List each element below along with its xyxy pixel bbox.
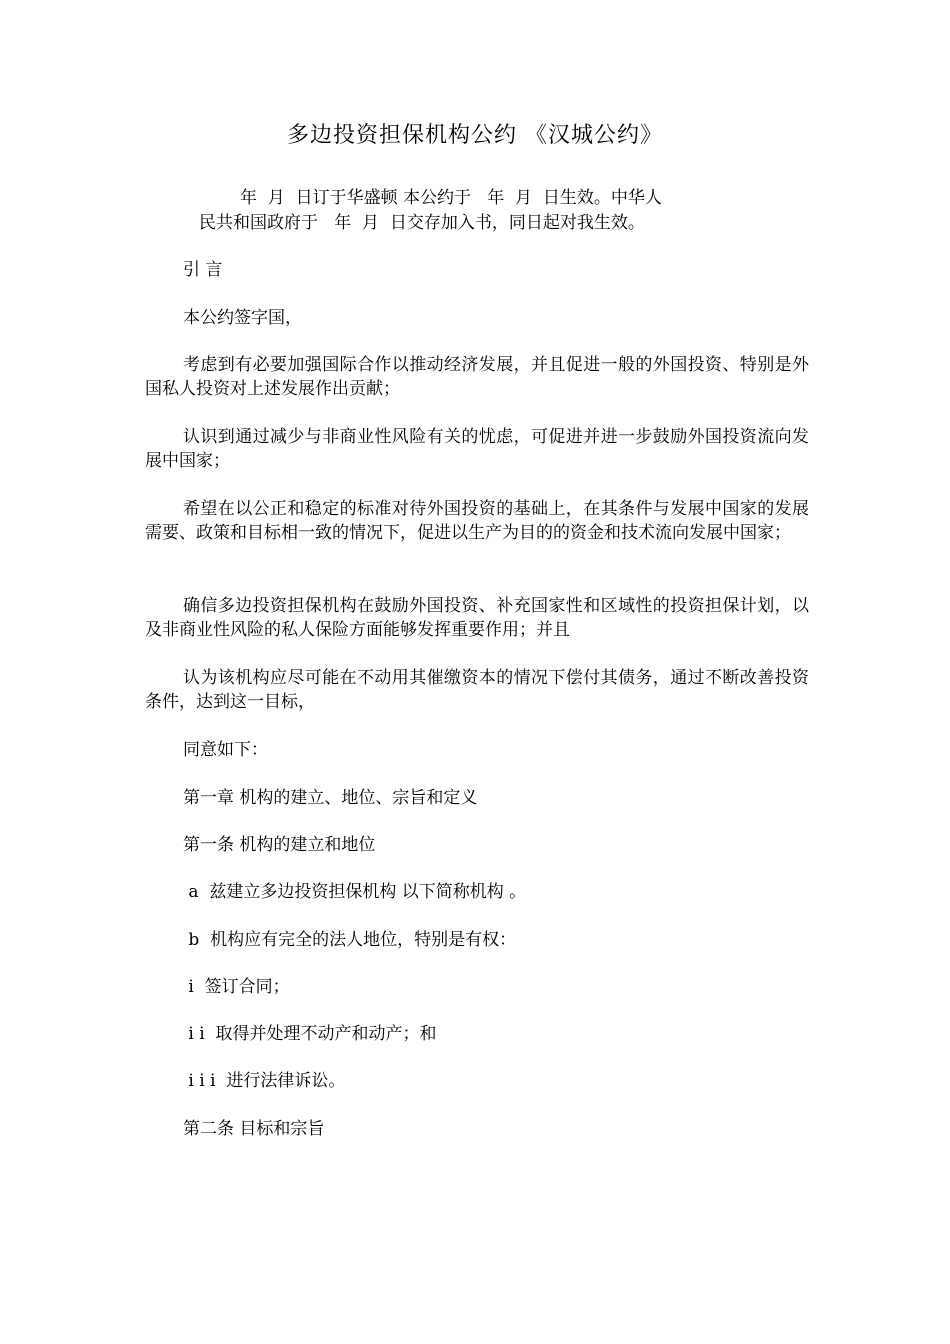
article-1-heading: 第一条 机构的建立和地位 (183, 835, 376, 855)
clause-b: b 机构应有完全的法人地位，特别是有权： (183, 930, 517, 950)
paragraph-1: 考虑到有必要加强国际合作以推动经济发展，并且促进一般的外国投资、特别是外国私人投资对上述发展作出贡献； (145, 355, 809, 399)
paragraph-2: 认识到通过减少与非商业性风险有关的忧虑，可促进并进一步鼓励外国投资流向发展中国家； (145, 427, 809, 471)
agreed-line: 同意如下： (183, 740, 268, 760)
paragraph-4: 确信多边投资担保机构在鼓励外国投资、补充国家性和区域性的投资担保计划，以及非商业性风险的私人保险方面能够发挥重要作用；并且 (145, 596, 809, 640)
clause-ii: i i 取得并处理不动产和动产；和 (183, 1024, 437, 1044)
intro-line-2: 民共和国政府于 年 月 日交存加入书，同日起对我生效。 (199, 213, 645, 233)
article-2-heading: 第二条 目标和宗旨 (183, 1119, 325, 1139)
clause-iii: i i i 进行法律诉讼。 (183, 1071, 346, 1091)
chapter-1-heading: 第一章 机构的建立、地位、宗旨和定义 (183, 788, 478, 808)
signatories-line: 本公约签字国， (183, 308, 302, 328)
clause-a: a 兹建立多边投资担保机构 以下简称机构 。 (183, 882, 527, 902)
clause-i: i 签订合同； (183, 977, 290, 997)
document-title: 多边投资担保机构公约 《汉城公约》 (287, 123, 663, 148)
preface-heading: 引 言 (183, 260, 223, 280)
paragraph-5: 认为该机构应尽可能在不动用其催缴资本的情况下偿付其债务，通过不断改善投资条件，达到这一目标， (145, 668, 809, 712)
intro-line-1: 年 月 日订于华盛顿 本公约于 年 月 日生效。中华人 (240, 188, 662, 208)
paragraph-3: 希望在以公正和稳定的标准对待外国投资的基础上，在其条件与发展中国家的发展需要、政策和目标相一致的情况下，促进以生产为目的的资金和技术流向发展中国家； (145, 499, 809, 543)
